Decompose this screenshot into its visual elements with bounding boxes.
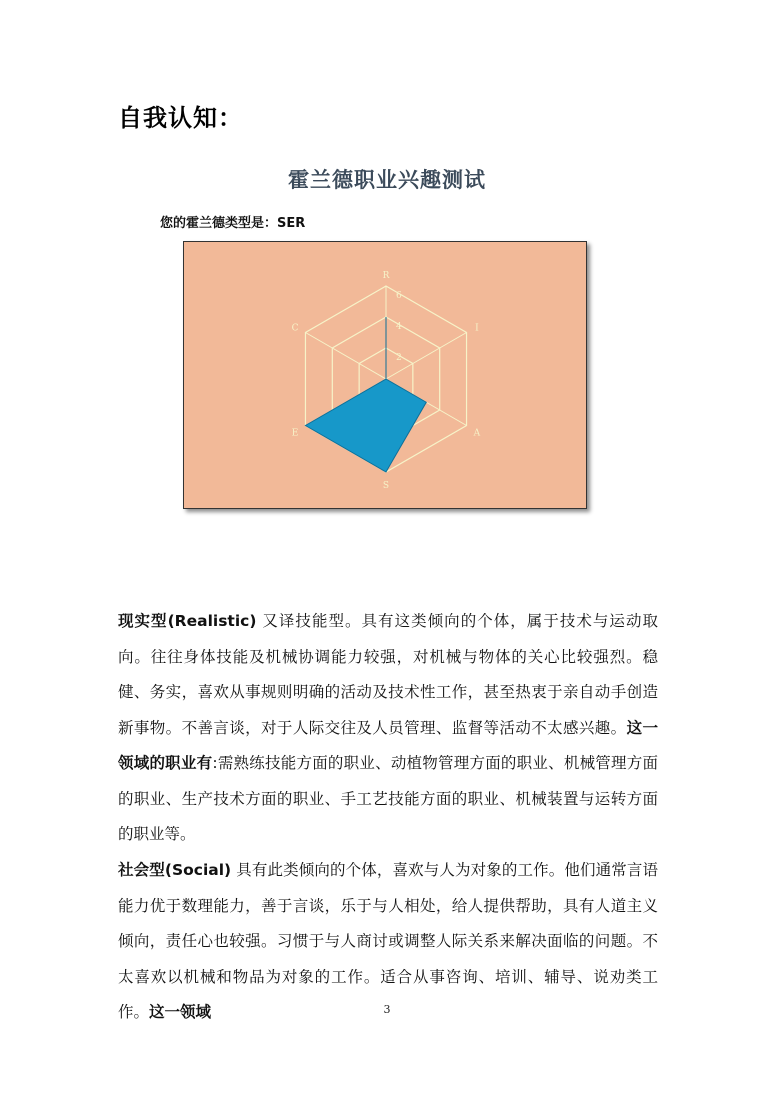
- radar-axis-label: E: [291, 428, 299, 439]
- chart-title: 霍兰德职业兴趣测试: [288, 168, 486, 192]
- chart-subtitle: 您的霍兰德类型是：SER: [160, 216, 306, 231]
- social-lead: 社会型(Social): [118, 861, 232, 879]
- radar-spoke: [305, 333, 386, 380]
- radar-chart: [183, 241, 587, 509]
- social-tail-lead: 这一领域: [149, 1003, 212, 1021]
- page-number: 3: [383, 1003, 391, 1016]
- radar-axis-label: C: [291, 323, 299, 334]
- radar-tick-label: 4: [396, 322, 402, 332]
- realistic-lead: 现实型(Realistic): [118, 612, 257, 630]
- realistic-body: 又译技能型。具有这类倾向的个体，属于技术与运动取向。往往身体技能及机械协调能力较强，对机械与物体的关心比较强烈。稳健、务实，喜欢从事规则明确的活动及技术性工作，甚至热衷于亲自动手创造新事物。不善言谈，对于人际交往及人员管理、监督等活动不太感兴趣。: [118, 612, 658, 737]
- radar-axis-label: I: [475, 323, 479, 334]
- radar-axis-label: S: [382, 481, 390, 491]
- radar-axis-label: A: [473, 428, 481, 439]
- realistic-career-body: :需熟练技能方面的职业、动植物管理方面的职业、机械管理方面的职业、生产技术方面的职业、手工艺技能方面的职业、机械装置与运转方面的职业等。: [118, 754, 658, 843]
- realistic-career-lead: 这一领域的职业有: [118, 718, 658, 772]
- radar-tick-label: 6: [396, 291, 402, 301]
- radar-chart-svg: [184, 242, 586, 508]
- section-heading: 自我认知：: [118, 104, 243, 132]
- paragraph-realistic: [118, 604, 658, 853]
- social-body: 具有此类倾向的个体，喜欢与人为对象的工作。他们通常言语能力优于数理能力，善于言谈，乐于与人相处，给人提供帮助，具有人道主义倾向，责任心也较强。习惯于与人商讨或调整人际关系来解决面临的问题。不太喜欢以机械和物品为对象的工作。适合从事咨询、培训、辅导、说劝类工作。: [118, 861, 658, 1021]
- radar-tick-label: 2: [396, 353, 402, 363]
- radar-axis-label: R: [382, 271, 390, 281]
- radar-data-polygon: [305, 317, 426, 472]
